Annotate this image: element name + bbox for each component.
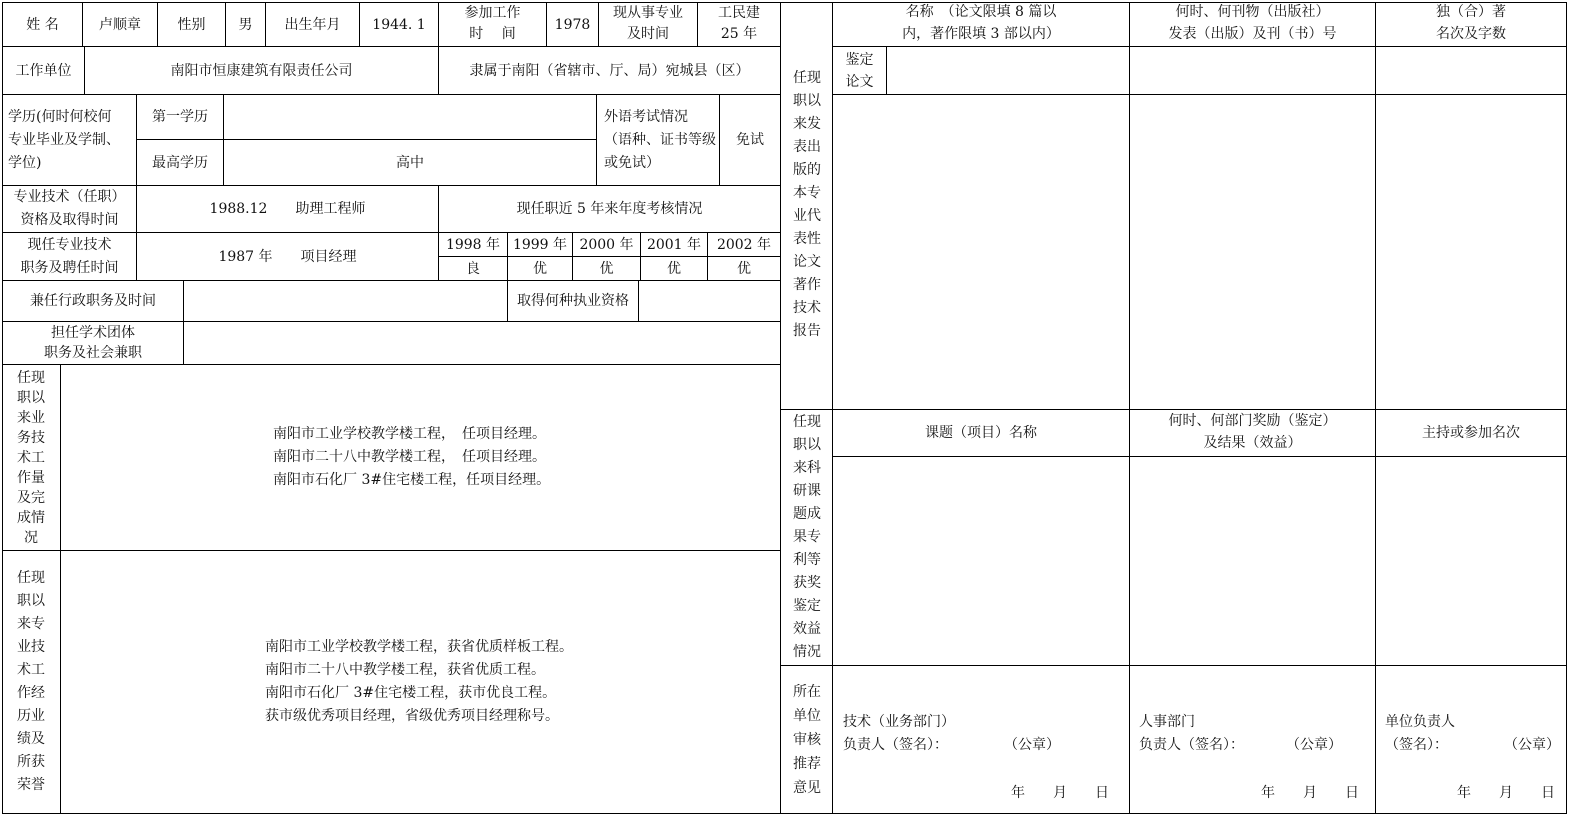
- work-start-label: 参加工作 时 间: [464, 4, 521, 42]
- birth-label: 出生年月: [284, 16, 341, 33]
- research-section-label: 任现职以来科研课题成果专利等获奖鉴定效益情况: [793, 414, 821, 660]
- highest-degree-value: 高中: [396, 154, 424, 171]
- assess-year: 2002 年: [716, 236, 772, 253]
- review-tech-dept: 技术（业务部门） 负责人（签名）： （公章）: [843, 714, 1060, 753]
- birth-value: 1944. 1: [372, 16, 426, 33]
- review-date: 年 月 日: [1011, 785, 1109, 801]
- assess-year: 2001 年: [646, 236, 702, 253]
- review-hr-dept: 人事部门 负责人（签名）： （公章）: [1139, 714, 1342, 753]
- sex-value: 男: [238, 16, 253, 33]
- first-degree-value: [224, 95, 596, 139]
- tech-qual-value: 1988.12 助理工程师: [209, 201, 366, 217]
- workload-text: 南阳市工业学校教学楼工程， 任项目经理。 南阳市二十八中教学楼工程， 任项目经理。 南阳市石化厂 3#住宅楼工程，任项目经理。: [273, 426, 551, 488]
- first-degree-label: 第一学历: [152, 109, 208, 125]
- practice-qual-label: 取得何种执业资格: [517, 293, 629, 309]
- name-label: 姓 名: [26, 16, 59, 33]
- unit-label: 工作单位: [15, 62, 72, 79]
- foreign-language-value: 免试: [736, 132, 764, 148]
- name-value: 卢顺章: [99, 16, 141, 33]
- achievements-label: 任现职以来专业技术工作经历业绩及所获荣誉: [17, 570, 45, 793]
- assess-result: 优: [599, 260, 614, 277]
- papers-header-name: 名称 （论文限填 8 篇以 内，著作限填 3 部以内）: [902, 4, 1060, 42]
- assess-result: 优: [737, 260, 751, 277]
- academic-value: [184, 322, 780, 364]
- papers-section-label: 任现职以来发表出版的本专业代表性论文著作技术报告: [793, 70, 821, 339]
- assessment-label: 现任职近 5 年来年度考核情况: [516, 201, 703, 217]
- appraisal-paper-label: 鉴定 论文: [845, 51, 874, 90]
- belongs-text: 隶属于南阳（省辖市、厅、局）宛城县（区）: [469, 62, 750, 79]
- academic-label: 担任学术团体 职务及社会兼职: [44, 325, 142, 361]
- assess-result: 优: [533, 260, 547, 277]
- practice-qual-value: [639, 281, 780, 321]
- papers-header-publish: 何时、何刊物（出版社） 发表（出版）及刊（书）号: [1168, 4, 1337, 42]
- admin-post-value: [184, 281, 507, 321]
- assess-result: 优: [667, 260, 681, 277]
- highest-degree-label: 最高学历: [152, 154, 208, 171]
- review-date: 年 月 日: [1457, 785, 1555, 801]
- assess-result: 良: [466, 260, 480, 277]
- unit-value: 南阳市恒康建筑有限责任公司: [170, 62, 353, 79]
- foreign-language-label: 外语考试情况 （语种、证书等级 或免试）: [604, 108, 716, 171]
- admin-post-label: 兼任行政职务及时间: [30, 293, 156, 309]
- assess-year: 1998 年: [445, 236, 501, 253]
- achievements-text: 南阳市工业学校教学楼工程，获省优质样板工程。 南阳市二十八中教学楼工程，获省优质工程。 南阳市石化厂 3#住宅楼工程，获市优良工程。 获市级优秀项目经理，省级优秀项目经理称号。: [265, 639, 573, 724]
- research-header-name: 课题（项目）名称: [925, 425, 1037, 441]
- review-date: 年 月 日: [1261, 785, 1359, 801]
- prof-start-label: 现从事专业 及时间: [613, 4, 683, 42]
- work-start-value: 1978: [554, 16, 591, 33]
- research-header-award: 何时、何部门奖励（鉴定） 及结果（效益）: [1168, 413, 1337, 451]
- tech-qual-label: 专业技术（任职） 资格及取得时间: [13, 189, 126, 228]
- assess-year: 1999 年: [512, 236, 568, 253]
- education-label: 学历(何时何校何 专业毕业及学制、 学位): [8, 108, 120, 171]
- post-label: 现任专业技术 职务及聘任时间: [20, 236, 119, 276]
- post-value: 1987 年 项目经理: [218, 248, 357, 265]
- research-header-rank: 主持或参加名次: [1422, 425, 1520, 441]
- review-unit-head: 单位负责人 （签名）： （公章）: [1385, 714, 1560, 753]
- prof-start-value: 工民建 25 年: [718, 4, 760, 42]
- review-section-label: 所在单位审核推荐意见: [793, 683, 821, 796]
- assess-year: 2000 年: [579, 236, 634, 253]
- papers-header-author: 独（合）著 名次及字数: [1436, 4, 1506, 42]
- sex-label: 性别: [177, 16, 206, 33]
- workload-label: 任现职以来业务技术工作量及完成情况: [17, 369, 45, 546]
